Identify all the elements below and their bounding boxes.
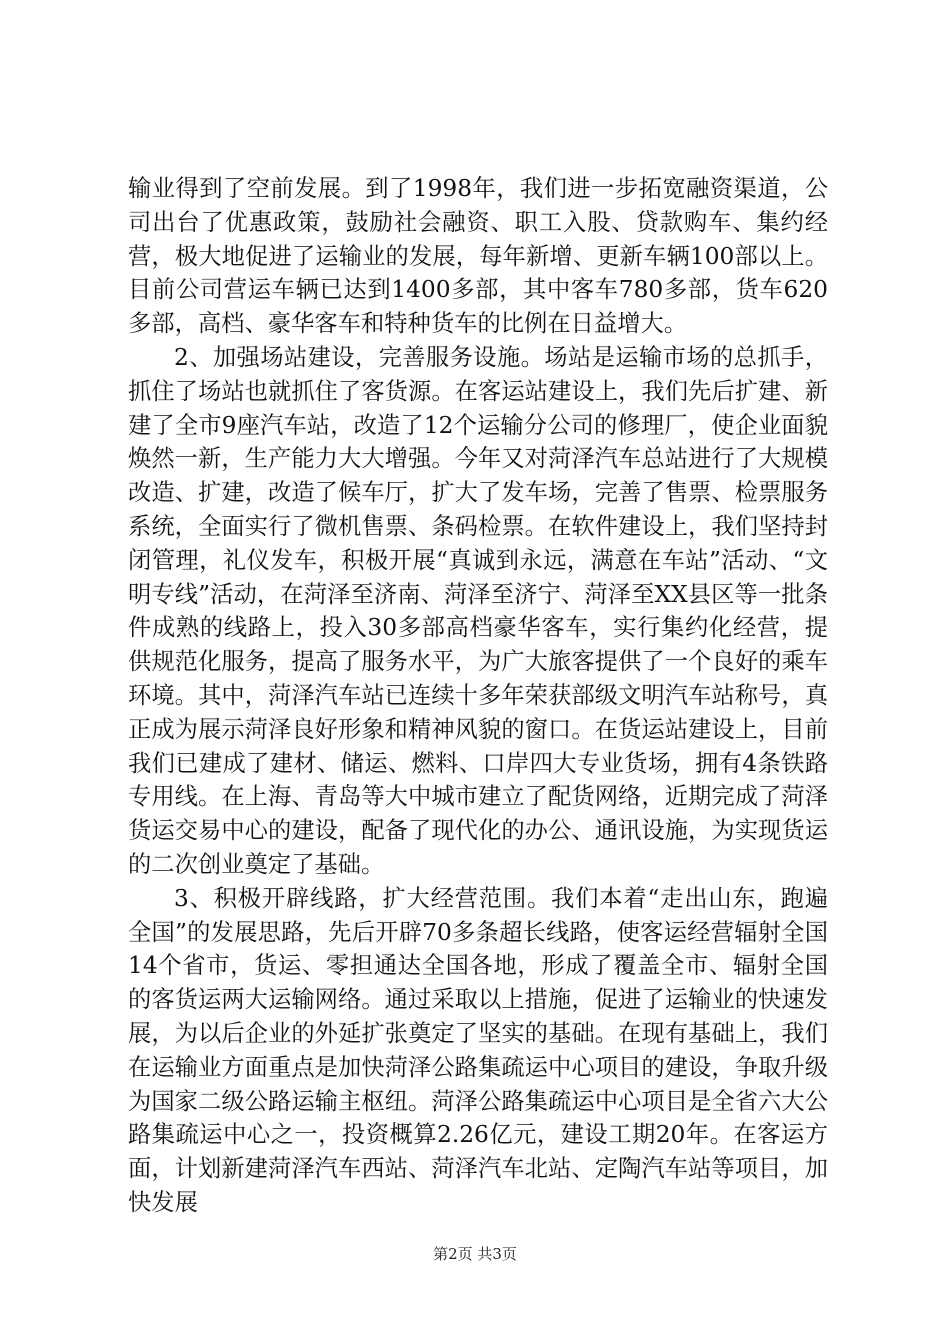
paragraph-station-construction: 2、加强场站建设，完善服务设施。场站是运输市场的总抓手，抓住了场站也就抓住了客货源。在客运站建设上，我们先后扩建、新建了全市9座汽车站，改造了12个运输分公司的修理厂，使企业面貌焕然一新，生产能力大大增强。今年又对菏泽汽车总站进行了大规模改造、扩建，改造了候车厅，扩大了发车场，完善了售票、检票服务系统，全面实行了微机售票、条码检票。在软件建设上，我们坚持封闭管理，礼仪发车，积极开展“真诚到永远，满意在车站”活动、“文明专线”活动，在菏泽至济南、菏泽至济宁、菏泽至XX县区等一批条件成熟的线路上，投入30多部高档豪华客车，实行集约化经营，提供规范化服务，提高了服务水平，为广大旅客提供了一个良好的乘车环境。其中，菏泽汽车站已连续十多年荣获部级文明汽车站称号，真正成为展示菏泽良好形象和精神风貌的窗口。在货运站建设上，目前我们已建成了建材、储运、燃料、口岸四大专业货场，拥有4条铁路专用线。在上海、青岛等大中城市建立了配货网络，近期完成了菏泽货运交易中心的建设，配备了现代化的办公、通讯设施，为实现货运的二次创业奠定了基础。	[128, 343, 828, 878]
paragraph-route-expansion: 3、积极开辟线路，扩大经营范围。我们本着“走出山东，跑遍全国”的发展思路，先后开辟70多条超长线路，使客运经营辐射全国14个省市，货运、零担通达全国各地，形成了覆盖全市、辐射全国的客货运两大运输网络。通过采取以上措施，促进了运输业的快速发展，为以后企业的外延扩张奠定了坚实的基础。在现有基础上，我们在运输业方面重点是加快菏泽公路集疏运中心项目的建设，争取升级为国家二级公路运输主枢纽。菏泽公路集疏运中心项目是全省六大公路集疏运中心之一，投资概算2.26亿元，建设工期20年。在客运方面，计划新建菏泽汽车西站、菏泽汽车北站、定陶汽车站等项目，加快发展	[128, 884, 828, 1216]
body-text	[128, 172, 828, 1220]
page-footer: 第2页 共3页	[433, 1245, 517, 1263]
paragraph-continuation: 输业得到了空前发展。到了1998年，我们进一步拓宽融资渠道，公司出台了优惠政策，鼓励社会融资、职工入股、贷款购车、集约经营，极大地促进了运输业的发展，每年新增、更新车辆100部以上。目前公司营运车辆已达到1400多部，其中客车780多部，货车620多部，高档、豪华客车和特种货车的比例在日益增大。	[128, 175, 828, 338]
